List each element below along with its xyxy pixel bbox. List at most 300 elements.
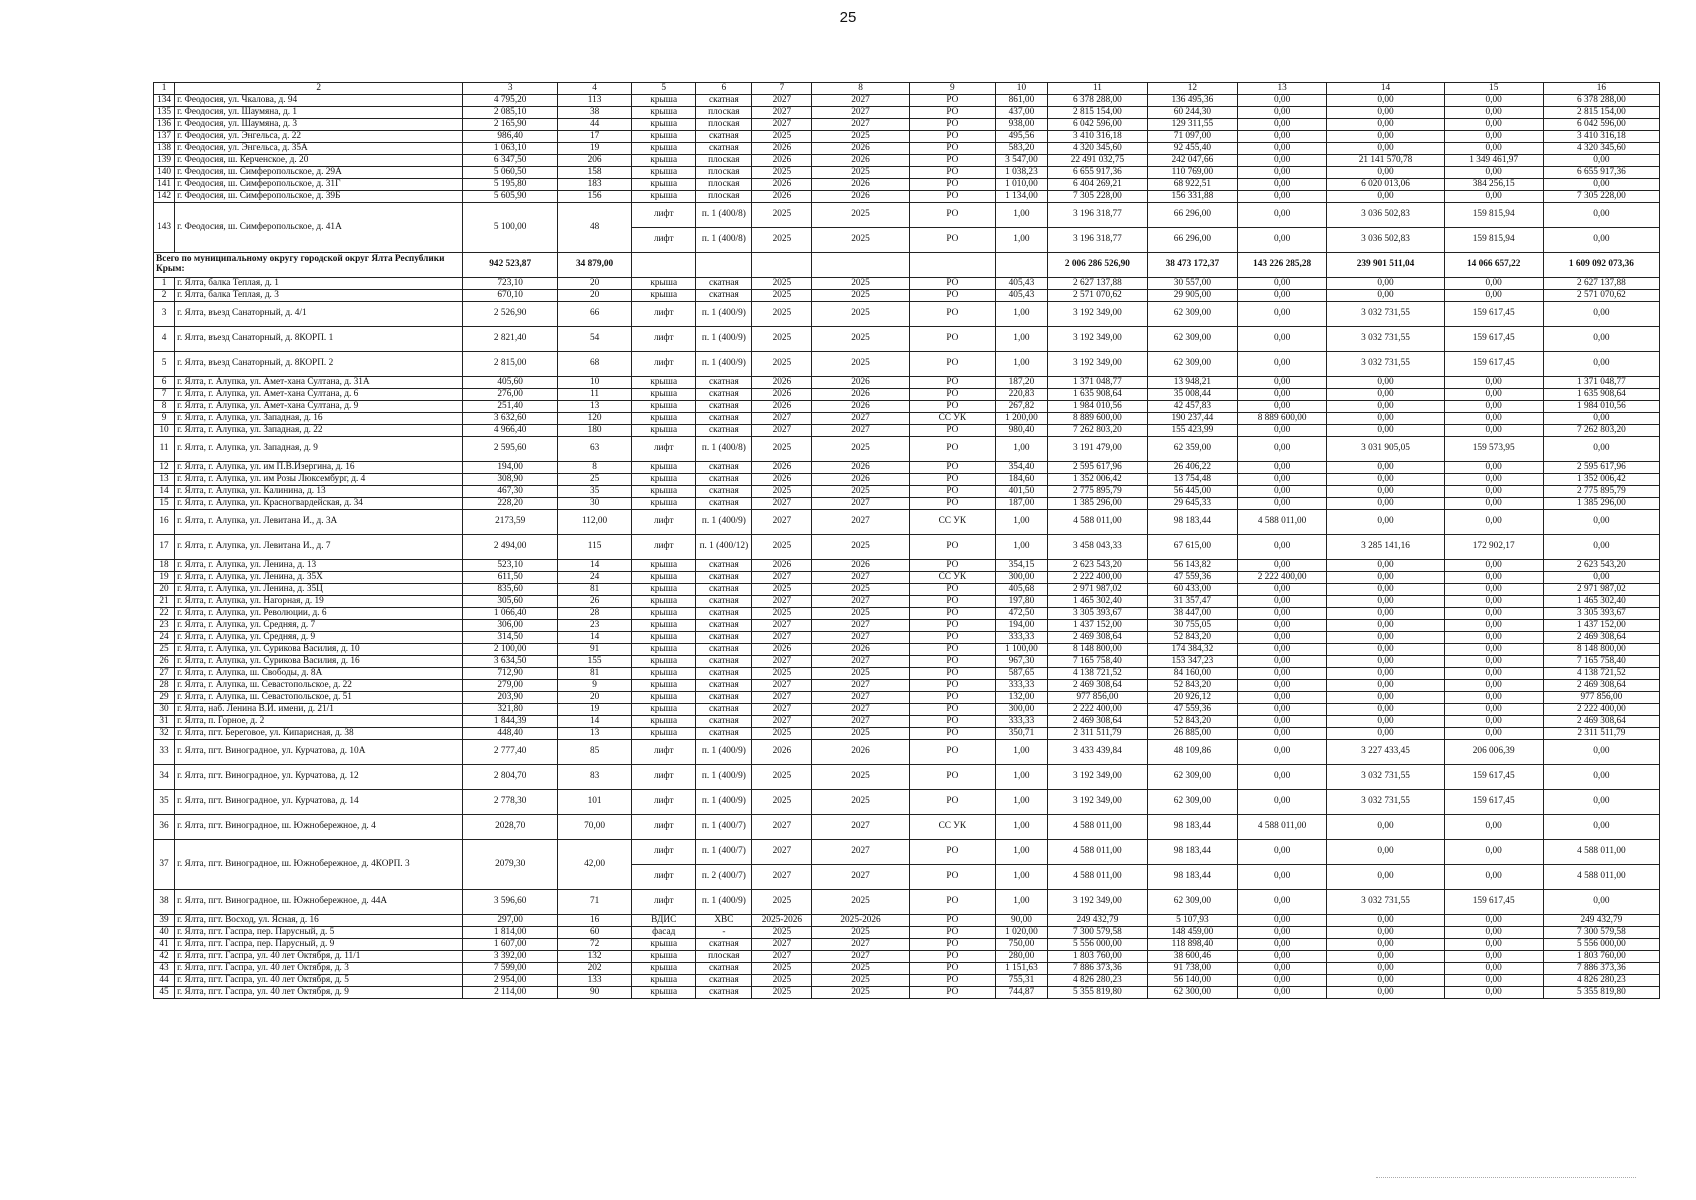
table-cell: 24 bbox=[558, 572, 632, 584]
table-cell: 986,40 bbox=[463, 131, 558, 143]
table-cell: 39 bbox=[154, 915, 175, 927]
address-cell: г. Ялта, г. Алупка, ул. Сурикова Василия, д. 10 bbox=[175, 644, 463, 656]
table-cell: 92 455,40 bbox=[1148, 143, 1238, 155]
table-cell: 587,65 bbox=[996, 668, 1048, 680]
table-cell: 0,00 bbox=[1237, 155, 1327, 167]
table-cell: 1 352 006,42 bbox=[1047, 474, 1147, 486]
table-cell: 1,00 bbox=[996, 865, 1048, 890]
table-row bbox=[154, 107, 1660, 119]
table-cell: 0,00 bbox=[1444, 389, 1543, 401]
table-cell: 0,00 bbox=[1543, 790, 1659, 815]
table-cell: 0,00 bbox=[1237, 107, 1327, 119]
table-cell: 0,00 bbox=[1444, 131, 1543, 143]
row-number: 37 bbox=[154, 840, 175, 890]
table-cell: 405,43 bbox=[996, 290, 1048, 302]
table-cell: 180 bbox=[558, 425, 632, 437]
table-cell: 2027 bbox=[812, 413, 909, 425]
table-cell: 4 138 721,52 bbox=[1543, 668, 1659, 680]
table-cell: 2025 bbox=[752, 987, 812, 999]
table-cell: 0,00 bbox=[1327, 462, 1444, 474]
table-row bbox=[154, 131, 1660, 143]
table-cell: 3 458 043,33 bbox=[1047, 535, 1147, 560]
address-cell: г. Феодосия, ул. Энгельса, д. 22 bbox=[175, 131, 463, 143]
table-cell: РО bbox=[909, 474, 996, 486]
table-cell: 0,00 bbox=[1444, 143, 1543, 155]
table-cell: 5 556 000,00 bbox=[1543, 939, 1659, 951]
table-cell: 23 bbox=[558, 620, 632, 632]
table-cell: плоская bbox=[696, 951, 752, 963]
table-cell: 20 bbox=[154, 584, 175, 596]
table-cell: плоская bbox=[696, 167, 752, 179]
table-cell: 2027 bbox=[752, 620, 812, 632]
table-cell: 159 815,94 bbox=[1444, 228, 1543, 253]
table-cell: 3 bbox=[154, 302, 175, 327]
table-cell: 744,87 bbox=[996, 987, 1048, 999]
table-cell: скатная bbox=[696, 486, 752, 498]
table-cell: 29 bbox=[154, 692, 175, 704]
table-cell: 159 617,45 bbox=[1444, 327, 1543, 352]
table-cell: 1,00 bbox=[996, 890, 1048, 915]
table-cell: 0,00 bbox=[1327, 644, 1444, 656]
table-cell: 16 bbox=[154, 510, 175, 535]
table-cell: 2025 bbox=[752, 352, 812, 377]
table-cell: 2025 bbox=[752, 975, 812, 987]
table-cell: 2 469 308,64 bbox=[1047, 680, 1147, 692]
table-cell: скатная bbox=[696, 413, 752, 425]
table-cell: п. 1 (400/9) bbox=[696, 302, 752, 327]
table-cell: 2027 bbox=[812, 510, 909, 535]
table-row bbox=[154, 939, 1660, 951]
table-cell: 0,00 bbox=[1237, 437, 1327, 462]
table-cell: 712,90 bbox=[463, 668, 558, 680]
address-cell: г. Ялта, пгт. Гаспра, ул. 40 лет Октября, д. 9 bbox=[175, 987, 463, 999]
table-cell: 1 437 152,00 bbox=[1047, 620, 1147, 632]
table-cell: РО bbox=[909, 668, 996, 680]
table-cell: 19 bbox=[558, 143, 632, 155]
table-cell: 2025 bbox=[752, 290, 812, 302]
table-cell: 0,00 bbox=[1237, 425, 1327, 437]
table-cell: 62 300,00 bbox=[1148, 987, 1238, 999]
table-cell: 861,00 bbox=[996, 95, 1048, 107]
table-row bbox=[154, 790, 1660, 815]
column-number-header: 10 bbox=[996, 83, 1048, 95]
table-cell: 2 165,90 bbox=[463, 119, 558, 131]
table-cell: 0,00 bbox=[1444, 620, 1543, 632]
area-cell: 2079,30 bbox=[463, 840, 558, 890]
table-cell: 3 192 349,00 bbox=[1047, 765, 1147, 790]
table-cell: 4 588 011,00 bbox=[1047, 865, 1147, 890]
table-cell: крыша bbox=[632, 474, 696, 486]
table-cell: крыша bbox=[632, 632, 696, 644]
table-cell: 0,00 bbox=[1237, 596, 1327, 608]
table-cell: 0,00 bbox=[1237, 290, 1327, 302]
table-cell: 0,00 bbox=[1327, 425, 1444, 437]
table-cell: РО bbox=[909, 535, 996, 560]
table-cell: скатная bbox=[696, 716, 752, 728]
table-row bbox=[154, 437, 1660, 462]
table-cell: 137 bbox=[154, 131, 175, 143]
table-cell: 0,00 bbox=[1444, 608, 1543, 620]
address-cell: г. Ялта, п. Горное, д. 2 bbox=[175, 716, 463, 728]
table-cell: 0,00 bbox=[1543, 890, 1659, 915]
table-cell: 0,00 bbox=[1237, 790, 1327, 815]
table-cell: крыша bbox=[632, 951, 696, 963]
address-cell: г. Ялта, пгт. Береговое, ул. Кипарисная, д. 38 bbox=[175, 728, 463, 740]
table-cell: 300,00 bbox=[996, 704, 1048, 716]
table-cell: 134 bbox=[154, 95, 175, 107]
table-cell: ХВС bbox=[696, 915, 752, 927]
table-cell: 7 886 373,36 bbox=[1543, 963, 1659, 975]
table-cell: 135 bbox=[154, 107, 175, 119]
table-cell: 2027 bbox=[812, 107, 909, 119]
table-cell: 66 bbox=[558, 302, 632, 327]
table-cell: 2027 bbox=[812, 632, 909, 644]
table-cell: 10 bbox=[154, 425, 175, 437]
table-cell: плоская bbox=[696, 191, 752, 203]
table-cell: 1 465 302,40 bbox=[1047, 596, 1147, 608]
table-cell: 0,00 bbox=[1444, 510, 1543, 535]
table-cell: 2027 bbox=[752, 704, 812, 716]
table-cell: 52 843,20 bbox=[1148, 632, 1238, 644]
table-cell: 1 134,00 bbox=[996, 191, 1048, 203]
table-cell: 2027 bbox=[812, 119, 909, 131]
table-cell: 3 192 349,00 bbox=[1047, 302, 1147, 327]
table-cell: 148 459,00 bbox=[1148, 927, 1238, 939]
table-cell: 190 237,44 bbox=[1148, 413, 1238, 425]
table-cell: 63 bbox=[558, 437, 632, 462]
table-cell: 0,00 bbox=[1237, 377, 1327, 389]
table-cell: 2173,59 bbox=[463, 510, 558, 535]
table-cell: 2025 bbox=[752, 963, 812, 975]
table-cell: 2025 bbox=[812, 608, 909, 620]
table-cell: 0,00 bbox=[1237, 620, 1327, 632]
table-cell: 91 bbox=[558, 644, 632, 656]
table-cell: 1 803 760,00 bbox=[1047, 951, 1147, 963]
municipal-total-row bbox=[154, 253, 1660, 278]
table-cell: крыша bbox=[632, 413, 696, 425]
page-number: 25 bbox=[839, 9, 857, 26]
table-cell: крыша bbox=[632, 939, 696, 951]
table-cell: 141 bbox=[154, 179, 175, 191]
table-cell: 2026 bbox=[812, 474, 909, 486]
table-cell: 967,30 bbox=[996, 656, 1048, 668]
table-cell: 1 844,39 bbox=[463, 716, 558, 728]
table-cell: 2025 bbox=[752, 327, 812, 352]
table-cell: 33 bbox=[154, 740, 175, 765]
table-cell: 2 775 895,79 bbox=[1047, 486, 1147, 498]
table-cell: 2025 bbox=[752, 765, 812, 790]
table-cell: лифт bbox=[632, 765, 696, 790]
table-cell: 81 bbox=[558, 584, 632, 596]
address-cell: г. Ялта, г. Алупка, ш. Севастопольское, д. 22 bbox=[175, 680, 463, 692]
table-cell: 3 032 731,55 bbox=[1327, 352, 1444, 377]
table-cell: 0,00 bbox=[1237, 680, 1327, 692]
table-cell: 2025 bbox=[812, 486, 909, 498]
table-cell: 62 309,00 bbox=[1148, 890, 1238, 915]
table-cell: крыша bbox=[632, 389, 696, 401]
address-cell: г. Ялта, г. Алупка, ул. Левитана И., д. 7 bbox=[175, 535, 463, 560]
table-cell: 495,56 bbox=[996, 131, 1048, 143]
table-cell: плоская bbox=[696, 155, 752, 167]
column-number-header: 2 bbox=[175, 83, 463, 95]
table-cell: 306,00 bbox=[463, 620, 558, 632]
table-cell: крыша bbox=[632, 620, 696, 632]
address-cell: г. Ялта, въезд Санаторный, д. 4/1 bbox=[175, 302, 463, 327]
table-cell: 60 bbox=[558, 927, 632, 939]
table-cell: 0,00 bbox=[1237, 474, 1327, 486]
table-cell: 6 378 288,00 bbox=[1047, 95, 1147, 107]
table-cell: РО bbox=[909, 644, 996, 656]
table-cell: 2026 bbox=[752, 462, 812, 474]
table-cell: 1,00 bbox=[996, 437, 1048, 462]
address-cell: г. Феодосия, ш. Симферопольское, д. 41А bbox=[175, 203, 463, 253]
table-cell: 98 183,44 bbox=[1148, 865, 1238, 890]
table-cell: 2 627 137,88 bbox=[1543, 278, 1659, 290]
table-cell: 405,60 bbox=[463, 377, 558, 389]
table-cell: РО bbox=[909, 462, 996, 474]
table-cell: 98 183,44 bbox=[1148, 815, 1238, 840]
table-row bbox=[154, 716, 1660, 728]
table-cell: 101 bbox=[558, 790, 632, 815]
total-col16: 1 609 092 073,36 bbox=[1543, 253, 1659, 278]
table-cell: 297,00 bbox=[463, 915, 558, 927]
table-cell: 0,00 bbox=[1444, 107, 1543, 119]
table-cell: крыша bbox=[632, 680, 696, 692]
address-cell: г. Феодосия, ш. Симферопольское, д. 39Б bbox=[175, 191, 463, 203]
table-cell: 12 bbox=[154, 462, 175, 474]
table-cell: 3 285 141,16 bbox=[1327, 535, 1444, 560]
table-cell: 71 bbox=[558, 890, 632, 915]
table-cell: РО bbox=[909, 584, 996, 596]
table-cell: 1,00 bbox=[996, 790, 1048, 815]
table-row bbox=[154, 425, 1660, 437]
table-cell: 279,00 bbox=[463, 680, 558, 692]
table-cell: 0,00 bbox=[1543, 413, 1659, 425]
table-cell: 2025 bbox=[752, 302, 812, 327]
table-cell: 203,90 bbox=[463, 692, 558, 704]
table-cell: 2027 bbox=[752, 119, 812, 131]
table-cell: 0,00 bbox=[1543, 510, 1659, 535]
address-cell: г. Феодосия, ш. Керченское, д. 20 bbox=[175, 155, 463, 167]
table-row bbox=[154, 119, 1660, 131]
address-cell: г. Ялта, г. Алупка, ул. Левитана И., д. 3А bbox=[175, 510, 463, 535]
table-cell: РО bbox=[909, 765, 996, 790]
total-residents: 34 879,00 bbox=[558, 253, 632, 278]
table-cell: 2025 bbox=[752, 728, 812, 740]
table-cell: 305,60 bbox=[463, 596, 558, 608]
table-cell: 2026 bbox=[752, 474, 812, 486]
table-cell: 0,00 bbox=[1543, 228, 1659, 253]
table-cell: 35 bbox=[154, 790, 175, 815]
table-cell: лифт bbox=[632, 327, 696, 352]
table-cell: РО bbox=[909, 915, 996, 927]
table-cell: РО bbox=[909, 131, 996, 143]
table-cell: 2025 bbox=[752, 584, 812, 596]
table-cell: 1 038,23 bbox=[996, 167, 1048, 179]
table-cell: 4 826 280,23 bbox=[1543, 975, 1659, 987]
table-cell: 2025 bbox=[812, 327, 909, 352]
table-cell: 0,00 bbox=[1327, 119, 1444, 131]
table-cell: РО bbox=[909, 228, 996, 253]
table-cell: 0,00 bbox=[1327, 401, 1444, 413]
table-cell: п. 1 (400/8) bbox=[696, 203, 752, 228]
table-cell: 158 bbox=[558, 167, 632, 179]
table-cell: 3 036 502,83 bbox=[1327, 228, 1444, 253]
column-number-header: 6 bbox=[696, 83, 752, 95]
address-cell: г. Ялта, г. Алупка, ул. Ленина, д. 35Х bbox=[175, 572, 463, 584]
table-cell: 132,00 bbox=[996, 692, 1048, 704]
table-cell: 267,82 bbox=[996, 401, 1048, 413]
table-cell: 112,00 bbox=[558, 510, 632, 535]
table-cell: 0,00 bbox=[1543, 740, 1659, 765]
table-cell: 2025 bbox=[812, 290, 909, 302]
table-cell: 3 632,60 bbox=[463, 413, 558, 425]
table-cell: 2 469 308,64 bbox=[1047, 632, 1147, 644]
table-cell: 0,00 bbox=[1237, 939, 1327, 951]
table-cell: крыша bbox=[632, 191, 696, 203]
table-cell: 159 617,45 bbox=[1444, 765, 1543, 790]
table-cell: 2025 bbox=[752, 890, 812, 915]
table-cell: 2025 bbox=[752, 131, 812, 143]
table-cell: 2027 bbox=[812, 680, 909, 692]
table-cell: 0,00 bbox=[1444, 572, 1543, 584]
table-cell: крыша bbox=[632, 401, 696, 413]
table-cell: 3 191 479,00 bbox=[1047, 437, 1147, 462]
table-cell: лифт bbox=[632, 228, 696, 253]
table-cell: 38 447,00 bbox=[1148, 608, 1238, 620]
table-cell: 0,00 bbox=[1327, 987, 1444, 999]
table-cell: 2026 bbox=[752, 143, 812, 155]
table-cell: 611,50 bbox=[463, 572, 558, 584]
table-cell: 0,00 bbox=[1327, 167, 1444, 179]
table-cell: 159 617,45 bbox=[1444, 790, 1543, 815]
table-cell: 1 200,00 bbox=[996, 413, 1048, 425]
table-cell: скатная bbox=[696, 668, 752, 680]
table-cell: 0,00 bbox=[1543, 155, 1659, 167]
table-cell: 10 bbox=[558, 377, 632, 389]
table-cell: 14 bbox=[558, 716, 632, 728]
table-cell: 2025 bbox=[752, 278, 812, 290]
table-cell: 3 227 433,45 bbox=[1327, 740, 1444, 765]
table-cell: 448,40 bbox=[463, 728, 558, 740]
table-cell: 2027 bbox=[752, 840, 812, 865]
table-cell: 8 bbox=[154, 401, 175, 413]
table-cell: 7 305 228,00 bbox=[1047, 191, 1147, 203]
table-cell: 8 148 800,00 bbox=[1543, 644, 1659, 656]
table-cell: 197,80 bbox=[996, 596, 1048, 608]
table-cell: 2 595 617,96 bbox=[1047, 462, 1147, 474]
table-cell: 2026 bbox=[812, 401, 909, 413]
table-cell: 3 410 316,18 bbox=[1543, 131, 1659, 143]
address-cell: г. Ялта, г. Алупка, ул. Нагорная, д. 19 bbox=[175, 596, 463, 608]
table-cell: 228,20 bbox=[463, 498, 558, 510]
table-cell: скатная bbox=[696, 498, 752, 510]
residents-cell: 48 bbox=[558, 203, 632, 253]
table-cell: 71 097,00 bbox=[1148, 131, 1238, 143]
table-cell: 90 bbox=[558, 987, 632, 999]
table-cell: 1 635 908,64 bbox=[1047, 389, 1147, 401]
table-cell: 0,00 bbox=[1237, 644, 1327, 656]
table-cell: 0,00 bbox=[1444, 927, 1543, 939]
table-cell: 2027 bbox=[812, 596, 909, 608]
table-cell: РО bbox=[909, 401, 996, 413]
table-cell: 0,00 bbox=[1237, 716, 1327, 728]
table-cell: 2 627 137,88 bbox=[1047, 278, 1147, 290]
table-cell: 2025 bbox=[812, 987, 909, 999]
table-cell: 2027 bbox=[752, 107, 812, 119]
table-cell: ВДИС bbox=[632, 915, 696, 927]
table-cell: 1 100,00 bbox=[996, 644, 1048, 656]
address-cell: г. Ялта, пгт. Гаспра, пер. Парусный, д. 5 bbox=[175, 927, 463, 939]
table-cell: 4 588 011,00 bbox=[1047, 840, 1147, 865]
table-cell: 0,00 bbox=[1327, 975, 1444, 987]
table-row bbox=[154, 890, 1660, 915]
table-row bbox=[154, 486, 1660, 498]
table-cell: лифт bbox=[632, 535, 696, 560]
table-cell: 3 031 905,05 bbox=[1327, 437, 1444, 462]
table-cell: 56 445,00 bbox=[1148, 486, 1238, 498]
table-cell: 2025 bbox=[812, 131, 909, 143]
table-cell: крыша bbox=[632, 608, 696, 620]
table-cell: 2026 bbox=[812, 377, 909, 389]
table-cell: 0,00 bbox=[1327, 596, 1444, 608]
table-cell: скатная bbox=[696, 728, 752, 740]
table-cell: крыша bbox=[632, 987, 696, 999]
table-cell: 2027 bbox=[812, 951, 909, 963]
table-cell: РО bbox=[909, 498, 996, 510]
table-cell: 4 320 345,60 bbox=[1047, 143, 1147, 155]
table-cell: 2 971 987,02 bbox=[1047, 584, 1147, 596]
table-cell: 13 948,21 bbox=[1148, 377, 1238, 389]
table-cell: 401,50 bbox=[996, 486, 1048, 498]
table-cell: 0,00 bbox=[1327, 389, 1444, 401]
table-cell: 4 588 011,00 bbox=[1237, 510, 1327, 535]
table-cell: РО bbox=[909, 191, 996, 203]
address-cell: г. Ялта, г. Алупка, ул. Калинина, д. 13 bbox=[175, 486, 463, 498]
table-cell: 467,30 bbox=[463, 486, 558, 498]
table-cell: 194,00 bbox=[463, 462, 558, 474]
address-cell: г. Ялта, г. Алупка, ул. Амет-хана Султана, д. 31А bbox=[175, 377, 463, 389]
table-row bbox=[154, 474, 1660, 486]
table-cell: 0,00 bbox=[1327, 865, 1444, 890]
table-cell: 1,00 bbox=[996, 840, 1048, 865]
table-cell: 0,00 bbox=[1444, 865, 1543, 890]
address-cell: г. Ялта, пгт. Виноградное, ш. Южнобережное, д. 4КОРП. 3 bbox=[175, 840, 463, 890]
table-cell: 156 331,88 bbox=[1148, 191, 1238, 203]
table-cell: 159 617,45 bbox=[1444, 890, 1543, 915]
table-cell: 0,00 bbox=[1237, 462, 1327, 474]
address-cell: г. Ялта, пгт. Восход, ул. Ясная, д. 16 bbox=[175, 915, 463, 927]
table-cell: 5 355 819,80 bbox=[1543, 987, 1659, 999]
table-cell: п. 1 (400/7) bbox=[696, 815, 752, 840]
table-cell: 159 617,45 bbox=[1444, 302, 1543, 327]
table-cell: п. 1 (400/9) bbox=[696, 740, 752, 765]
table-cell: лифт bbox=[632, 790, 696, 815]
table-cell: 583,20 bbox=[996, 143, 1048, 155]
table-cell: 42 bbox=[154, 951, 175, 963]
table-cell: 30 755,05 bbox=[1148, 620, 1238, 632]
table-cell bbox=[632, 253, 696, 278]
table-cell: 4 588 011,00 bbox=[1047, 510, 1147, 535]
table-row bbox=[154, 278, 1660, 290]
table-cell: 4 795,20 bbox=[463, 95, 558, 107]
table-cell: 26 885,00 bbox=[1148, 728, 1238, 740]
table-cell: крыша bbox=[632, 584, 696, 596]
table-cell: РО bbox=[909, 389, 996, 401]
table-cell: 155 423,99 bbox=[1148, 425, 1238, 437]
table-cell: лифт bbox=[632, 203, 696, 228]
table-cell: 8 889 600,00 bbox=[1237, 413, 1327, 425]
